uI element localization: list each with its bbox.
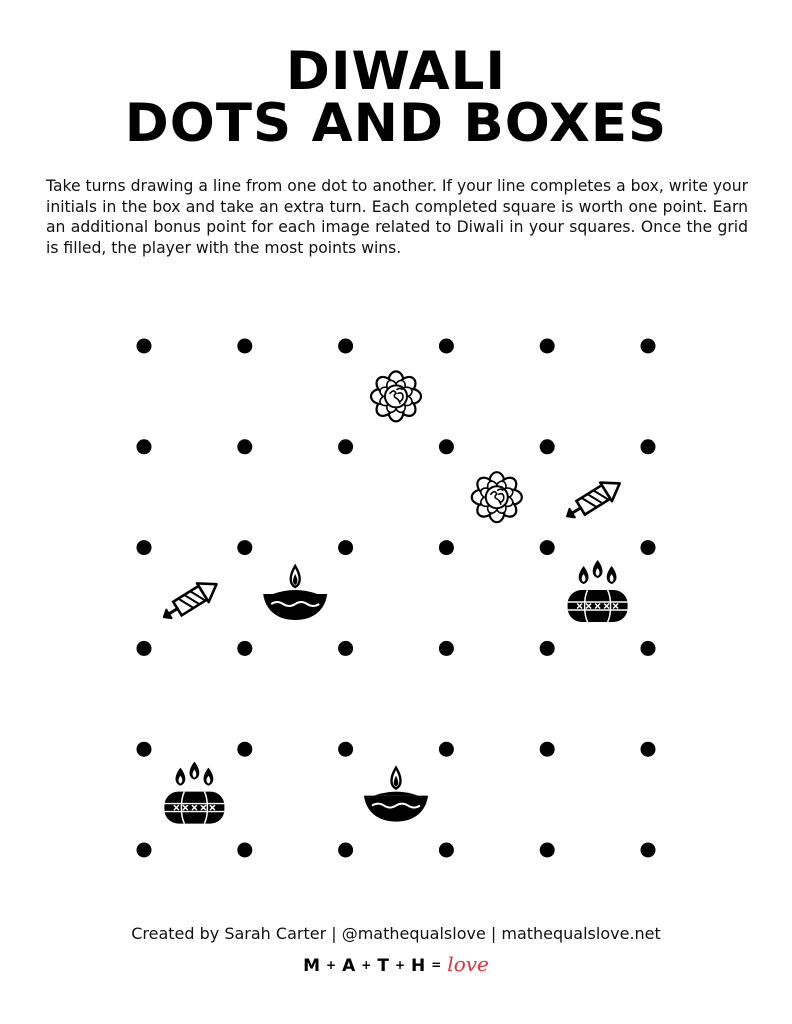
- logo-letter: M: [303, 956, 322, 976]
- grid-dot[interactable]: [338, 641, 353, 656]
- rangoli-om-icon: [371, 371, 421, 421]
- grid-dot[interactable]: [237, 540, 252, 555]
- credits-line: Created by Sarah Carter | @mathequalslove | mathequalslove.net: [131, 924, 661, 943]
- grid-dot[interactable]: [439, 339, 454, 354]
- logo-equals: =: [431, 958, 443, 972]
- rangoli-om-icon: [472, 472, 522, 522]
- logo-letter: H: [411, 956, 427, 976]
- grid-dot[interactable]: [338, 540, 353, 555]
- grid-dot[interactable]: [338, 843, 353, 858]
- page-title-line-1: DIWALI: [285, 41, 507, 102]
- grid-dot[interactable]: [641, 339, 656, 354]
- grid-dot[interactable]: [439, 742, 454, 757]
- logo-love-word: love: [447, 952, 489, 976]
- diya-lamp-icon: [364, 768, 428, 822]
- math-equals-love-logo: [0, 952, 792, 976]
- grid-dot[interactable]: [540, 540, 555, 555]
- grid-dot[interactable]: [338, 742, 353, 757]
- triple-diya-candle-icon: [568, 560, 628, 622]
- grid-dot[interactable]: [338, 339, 353, 354]
- grid-dot[interactable]: [237, 439, 252, 454]
- logo-plus: +: [394, 958, 406, 972]
- grid-dot[interactable]: [237, 843, 252, 858]
- grid-dot[interactable]: [137, 540, 152, 555]
- grid-dot[interactable]: [641, 843, 656, 858]
- grid-dot[interactable]: [641, 742, 656, 757]
- logo-letter: T: [377, 956, 390, 976]
- firework-rocket-icon: [158, 575, 222, 627]
- grid-dot[interactable]: [439, 540, 454, 555]
- grid-dot[interactable]: [540, 742, 555, 757]
- page-title-line-2: DOTS AND BOXES: [124, 93, 668, 154]
- game-instructions: Take turns drawing a line from one dot to another. If your line completes a box, write your initials in the box and take an extra turn. Each completed square is worth one point. Earn an additional bonus point for each image related to Diwali in your squares. Once the grid is filled, the player with the most points wins.: [46, 177, 748, 257]
- triple-diya-candle-icon: [164, 762, 224, 824]
- grid-dot[interactable]: [237, 742, 252, 757]
- logo-plus: +: [326, 958, 338, 972]
- grid-dot[interactable]: [540, 843, 555, 858]
- grid-dot[interactable]: [641, 540, 656, 555]
- grid-dot[interactable]: [540, 641, 555, 656]
- logo-letter: A: [342, 956, 357, 976]
- grid-dot[interactable]: [237, 641, 252, 656]
- grid-dot[interactable]: [338, 439, 353, 454]
- dots-layer: [137, 339, 656, 858]
- grid-dot[interactable]: [137, 641, 152, 656]
- diya-lamp-icon: [263, 566, 327, 620]
- grid-dot[interactable]: [237, 339, 252, 354]
- grid-dot[interactable]: [137, 742, 152, 757]
- grid-dot[interactable]: [137, 843, 152, 858]
- grid-dot[interactable]: [439, 641, 454, 656]
- grid-dot[interactable]: [439, 843, 454, 858]
- grid-dot[interactable]: [540, 339, 555, 354]
- grid-dot[interactable]: [641, 439, 656, 454]
- logo-plus: +: [361, 958, 373, 972]
- firework-rocket-icon: [561, 474, 625, 526]
- grid-dot[interactable]: [439, 439, 454, 454]
- grid-dot[interactable]: [641, 641, 656, 656]
- grid-dot[interactable]: [540, 439, 555, 454]
- images-layer: [158, 371, 628, 823]
- grid-dot[interactable]: [137, 339, 152, 354]
- grid-dot[interactable]: [137, 439, 152, 454]
